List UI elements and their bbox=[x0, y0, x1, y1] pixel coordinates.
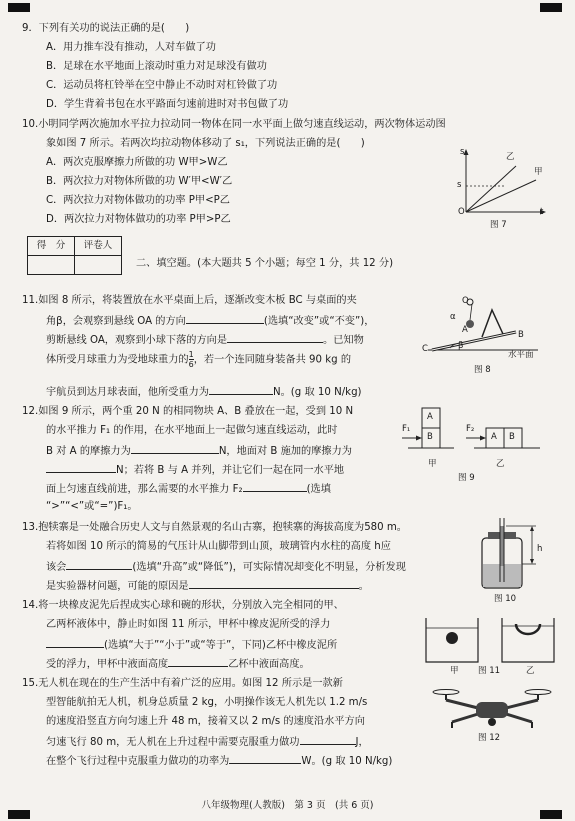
score-table bbox=[27, 236, 122, 275]
grader-header: 评卷人 bbox=[75, 237, 122, 256]
q14-text: (选填“大于”“小于”或“等于”，下同)乙杯中橡皮泥所 bbox=[104, 640, 338, 651]
q14-blank-2[interactable] bbox=[168, 656, 228, 667]
q13-line4 bbox=[46, 578, 369, 594]
figure-8-point-o: O bbox=[462, 296, 469, 306]
figure-11-bowl bbox=[516, 624, 540, 634]
q12-text: (选填 bbox=[306, 484, 331, 495]
figure-8-point-a: A bbox=[462, 325, 468, 335]
q12-blank-2[interactable] bbox=[46, 462, 116, 473]
figure-9-label-yi: 乙 bbox=[496, 459, 505, 469]
registration-mark-top-right bbox=[540, 3, 562, 12]
q12-text: N；若将 B 与 A 并列，并让它们一起在同一水平地 bbox=[116, 465, 345, 476]
q10-option-c: C．两次拉力对物体做功的功率 P甲<P乙 bbox=[46, 195, 230, 206]
figure-7-label-jia: 甲 bbox=[534, 167, 543, 177]
q11-text: 宇航员到达月球表面，他所受重力为 bbox=[46, 387, 209, 398]
figure-8-beta: β bbox=[458, 341, 464, 351]
q11-line1: 11.如图 8 所示，将装置放在水平桌面上后，逐渐改变木板 BC 与桌面的夹 bbox=[22, 295, 357, 306]
q10-line2: 象如图 7 所示。若两次均拉动物体移动了 s₁，下列说法正确的是( ) bbox=[46, 138, 365, 149]
q10-option-d: D．两次拉力对物体做功的功率 P甲>P乙 bbox=[46, 214, 231, 225]
q15-line4 bbox=[46, 734, 369, 750]
figure-9-label-b2: B bbox=[509, 432, 515, 442]
figure-10-h: h bbox=[537, 544, 543, 554]
figure-12-drone bbox=[432, 686, 552, 730]
figure-11-ball bbox=[446, 632, 458, 644]
q11-line5 bbox=[46, 384, 362, 400]
figure-7-line-yi bbox=[466, 166, 516, 212]
figure-11-caption: 图 11 bbox=[478, 666, 501, 676]
figure-7-line-jia bbox=[466, 180, 536, 212]
q11-blank-3[interactable] bbox=[209, 384, 273, 395]
q14-text: 受的浮力，甲杯中液面高度 bbox=[46, 659, 169, 670]
q11-text: 剪断悬线 OA，观察到小球下落的方向是 bbox=[46, 335, 228, 346]
q12-line5 bbox=[46, 481, 331, 497]
figure-9-label-jia: 甲 bbox=[428, 459, 437, 469]
q13-blank-1[interactable] bbox=[66, 559, 132, 570]
figure-10-caption: 图 10 bbox=[494, 594, 517, 604]
q15-text: 匀速飞行 80 m，无人机在上升过程中需要克服重力做功 bbox=[46, 737, 300, 748]
q13-blank-2[interactable] bbox=[189, 578, 359, 589]
q10-line1: 10.小明同学两次施加水平拉力拉动同一物体在同一水平面上做匀速直线运动，两次物体运动图 bbox=[22, 119, 446, 130]
figure-9-label-a2: A bbox=[491, 432, 497, 442]
q11-line4 bbox=[46, 350, 351, 369]
figure-7-s1-label: s bbox=[457, 180, 462, 190]
q15-line3: 的速度沿竖直方向匀速上升 48 m，接着又以 2 m/s 的速度沿水平方向 bbox=[46, 716, 365, 727]
q11-blank-2[interactable] bbox=[227, 332, 323, 343]
q11-text: ，若一个连同随身装备共 90 kg 的 bbox=[193, 354, 352, 366]
q13-line1: 13.抱犊寨是一处融合历史人文与自然景观的名山古寨，抱犊寨的海拔高度为580 m。 bbox=[22, 522, 407, 533]
q12-blank-3[interactable] bbox=[243, 481, 307, 492]
figure-7-t-axis: t bbox=[540, 207, 544, 217]
q14-text: 乙杯中液面高度。 bbox=[228, 659, 310, 670]
q15-text: J， bbox=[355, 737, 369, 748]
figure-9-f1: F₁ bbox=[402, 424, 411, 434]
q11-blank-1[interactable] bbox=[186, 313, 264, 324]
q9-option-a: A．用力推车没有推动，人对车做了功 bbox=[46, 42, 216, 53]
q9-option-d: D．学生背着书包在水平路面匀速前进时对书包做了功 bbox=[46, 99, 289, 110]
q10-option-a: A．两次克服摩擦力所做的功 W甲>W乙 bbox=[46, 157, 228, 168]
q13-line3 bbox=[46, 559, 406, 575]
figure-11-label-yi: 乙 bbox=[526, 666, 535, 676]
figure-8-caption: 图 8 bbox=[474, 365, 491, 375]
score-header: 得 分 bbox=[28, 237, 75, 256]
q11-text: 角β，会观察到悬线 OA 的方向 bbox=[46, 316, 186, 327]
q14-line2: 乙两杯液体中，静止时如图 11 所示，甲杯中橡皮泥所受的浮力 bbox=[46, 619, 331, 630]
q14-line3 bbox=[46, 637, 337, 653]
fraction-numerator: 1 bbox=[188, 350, 194, 359]
q10-option-b: B．两次拉力对物体所做的功 W′甲<W′乙 bbox=[46, 176, 233, 187]
q13-text: 该会 bbox=[46, 562, 67, 573]
q11-line2 bbox=[46, 313, 374, 329]
q12-line3 bbox=[46, 443, 352, 459]
fraction-denominator: 6 bbox=[188, 360, 194, 369]
q15-text: W。(g 取 10 N/kg) bbox=[301, 756, 393, 767]
q12-line2: 的水平推力 F₁ 的作用，在水平地面上一起做匀速直线运动，此时 bbox=[46, 425, 338, 436]
q9-stem: 9．下列有关功的说法正确的是( ) bbox=[22, 23, 190, 34]
registration-mark-top-left bbox=[8, 3, 30, 12]
q15-line2: 型智能航拍无人机，机身总质量 2 kg，小明操作该无人机先以 1.2 m/s bbox=[46, 697, 368, 708]
q12-line6: “>”“<”或“=”)F₁。 bbox=[46, 501, 138, 512]
figure-7-label-yi: 乙 bbox=[506, 152, 515, 162]
figure-8-floor-label: 水平面 bbox=[508, 350, 534, 360]
figure-12-caption: 图 12 bbox=[478, 733, 501, 743]
q14-line4 bbox=[46, 656, 310, 672]
q11-text: N。(g 取 10 N/kg) bbox=[273, 387, 362, 398]
q11-line3 bbox=[46, 332, 364, 348]
q9-option-b: B．足球在水平地面上滚动时重力对足球没有做功 bbox=[46, 61, 267, 72]
figure-9-caption: 图 9 bbox=[458, 473, 475, 483]
q15-blank-1[interactable] bbox=[300, 734, 356, 745]
q13-text: (选填“升高”或“降低”)，可实际情况却变化不明显，分析发现 bbox=[132, 562, 406, 573]
q11-text: 体所受月球重力为受地球重力的 bbox=[46, 354, 189, 366]
q13-line2: 若将如图 10 所示的简易的气压计从山脚带到山顶，玻璃管内水柱的高度 h应 bbox=[46, 541, 391, 552]
figure-8-point-b: B bbox=[518, 330, 524, 340]
section-2-title: 二、填空题。(本大题共 5 个小题；每空 1 分，共 12 分) bbox=[136, 258, 394, 269]
q13-text: 。 bbox=[358, 581, 369, 592]
page-footer: 八年级物理(人教版) 第 3 页 (共 6 页) bbox=[201, 800, 374, 811]
figure-7-caption: 图 7 bbox=[490, 220, 507, 230]
figure-8-alpha: α bbox=[450, 312, 456, 322]
q12-text: N，地面对 B 施加的摩擦力为 bbox=[218, 446, 352, 457]
q15-text: 在整个飞行过程中克服重力做功的功率为 bbox=[46, 756, 230, 767]
q15-blank-2[interactable] bbox=[229, 753, 301, 764]
q11-text: 。已知物 bbox=[323, 335, 364, 346]
q15-line5 bbox=[46, 753, 392, 769]
figure-7-origin: O bbox=[458, 207, 465, 217]
q12-line4 bbox=[46, 462, 344, 478]
figure-8-point-c: C bbox=[422, 344, 428, 354]
figure-9-label-b: B bbox=[427, 432, 433, 442]
figure-9-f2: F₂ bbox=[466, 424, 475, 434]
score-cell[interactable] bbox=[28, 256, 75, 275]
figure-11-label-jia: 甲 bbox=[450, 666, 459, 676]
q12-line1: 12.如图 9 所示，两个重 20 N 的相同物块 A、B 叠放在一起，受到 10 N bbox=[22, 406, 354, 417]
q13-text: 是实验器材问题，可能的原因是 bbox=[46, 581, 189, 592]
figure-9-label-a: A bbox=[427, 412, 433, 422]
q14-blank-1[interactable] bbox=[46, 637, 104, 648]
q14-line1: 14.将一块橡皮泥先后捏成实心球和碗的形状，分别放入完全相同的甲、 bbox=[22, 600, 344, 611]
figure-7-s-axis: s bbox=[460, 147, 465, 157]
figure-9-diagram bbox=[400, 406, 550, 458]
q12-text: B 对 A 的摩擦力为 bbox=[46, 446, 131, 457]
figure-11-cups bbox=[422, 616, 562, 664]
q15-line1: 15.无人机在现在的生产生活中有着广泛的应用。如图 12 所示是一款新 bbox=[22, 678, 343, 689]
q11-text: (选填“改变”或“不变”)， bbox=[263, 316, 375, 327]
q12-blank-1[interactable] bbox=[131, 443, 219, 454]
q9-option-c: C．运动员将杠铃举在空中静止不动时对杠铃做了功 bbox=[46, 80, 278, 91]
grader-cell[interactable] bbox=[75, 256, 122, 275]
q12-text: 面上匀速直线前进，那么需要的水平推力 F₂ bbox=[46, 484, 243, 495]
